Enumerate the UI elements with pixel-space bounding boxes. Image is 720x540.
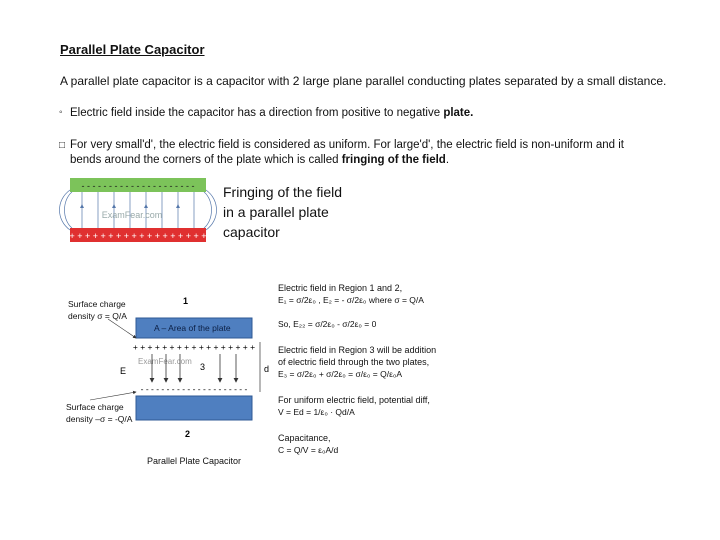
bullet-marker: ◦ bbox=[59, 107, 63, 118]
eq-uniform-title: For uniform electric field, potential diff, bbox=[278, 395, 430, 405]
fringing-caption bbox=[223, 182, 342, 242]
eq-cap-title: Capacitance, bbox=[278, 433, 331, 443]
gap-label: d bbox=[264, 364, 270, 374]
bullet-field-direction bbox=[59, 107, 474, 119]
region-2-label: 2 bbox=[185, 429, 191, 439]
bullet-fringing bbox=[59, 138, 630, 168]
eq-region3: E₃ = σ/2ε₀ + σ/2ε₀ = σ/ε₀ = Q/ε₀A bbox=[278, 369, 403, 379]
eq-uniform: V = Ed = 1/ε₀ · Qd/A bbox=[278, 407, 355, 417]
pointer-bottom bbox=[90, 392, 136, 400]
surface-charge-value: density –σ = -Q/A bbox=[66, 414, 133, 424]
bullet-bold: fringing of the field bbox=[341, 154, 446, 166]
caption-line: in a parallel plate bbox=[223, 204, 329, 220]
bottom-plate bbox=[136, 396, 252, 420]
top-plate-charges: - - - - - - - - - - - - - - - - - - - - - bbox=[81, 181, 195, 191]
watermark: ExamFear.com bbox=[138, 357, 192, 366]
equations-panel bbox=[278, 282, 438, 456]
bullet-text: Electric field inside the capacitor has a direction from positive to negative bbox=[70, 107, 444, 119]
bullet-bold: plate. bbox=[443, 107, 474, 119]
surface-charge-label: Surface charge bbox=[68, 299, 126, 309]
eq-region3-title-2: of electric field through the two plates, bbox=[278, 357, 430, 367]
region-3-label: 3 bbox=[200, 362, 206, 372]
bullet-text: For very small'd', the electric field is considered as uniform. For large'd', the electric field is non-uniform and it bends around the corners of the plate which is called bbox=[70, 139, 624, 166]
area-label: A – Area of the plate bbox=[154, 323, 231, 333]
plate-diagram bbox=[60, 292, 272, 442]
bullet-tail: . bbox=[445, 154, 450, 166]
bottom-plate-charges: + + + + + + + + + + + + + + + + + + bbox=[69, 231, 207, 241]
intro-paragraph: A parallel plate capacitor is a capacitor with 2 large plane parallel conducting plates separated by a small distance. bbox=[60, 74, 667, 88]
pointer-top bbox=[108, 319, 136, 338]
bullet-marker: □ bbox=[59, 140, 66, 151]
region-1-label: 1 bbox=[183, 296, 189, 306]
surface-charge-label: Surface charge bbox=[66, 402, 124, 412]
plate-caption: Parallel Plate Capacitor bbox=[147, 456, 242, 466]
minus-charges: - - - - - - - - - - - - - - - - - - - - - bbox=[140, 384, 248, 394]
eq-region3-title-1: Electric field in Region 3 will be addition bbox=[278, 345, 437, 355]
eq-region12: E₁ = σ/2ε₀ , E₂ = - σ/2ε₀ where σ = Q/A bbox=[278, 295, 424, 305]
field-label: E bbox=[120, 366, 127, 376]
eq-so: So, E₂₂ = σ/2ε₀ - σ/2ε₀ = 0 bbox=[278, 319, 377, 329]
page-title: Parallel Plate Capacitor bbox=[60, 42, 205, 57]
eq-region12-title: Electric field in Region 1 and 2, bbox=[278, 283, 403, 293]
caption-line: capacitor bbox=[223, 224, 280, 240]
eq-cap: C = Q/V = ε₀A/d bbox=[278, 445, 339, 455]
plus-charges: + + + + + + + + + + + + + + + + + bbox=[132, 342, 256, 352]
fringing-figure bbox=[58, 176, 218, 242]
surface-charge-value: density σ = Q/A bbox=[68, 311, 127, 321]
watermark: ExamFear.com bbox=[101, 210, 163, 220]
caption-line: Fringing of the field bbox=[223, 184, 343, 200]
